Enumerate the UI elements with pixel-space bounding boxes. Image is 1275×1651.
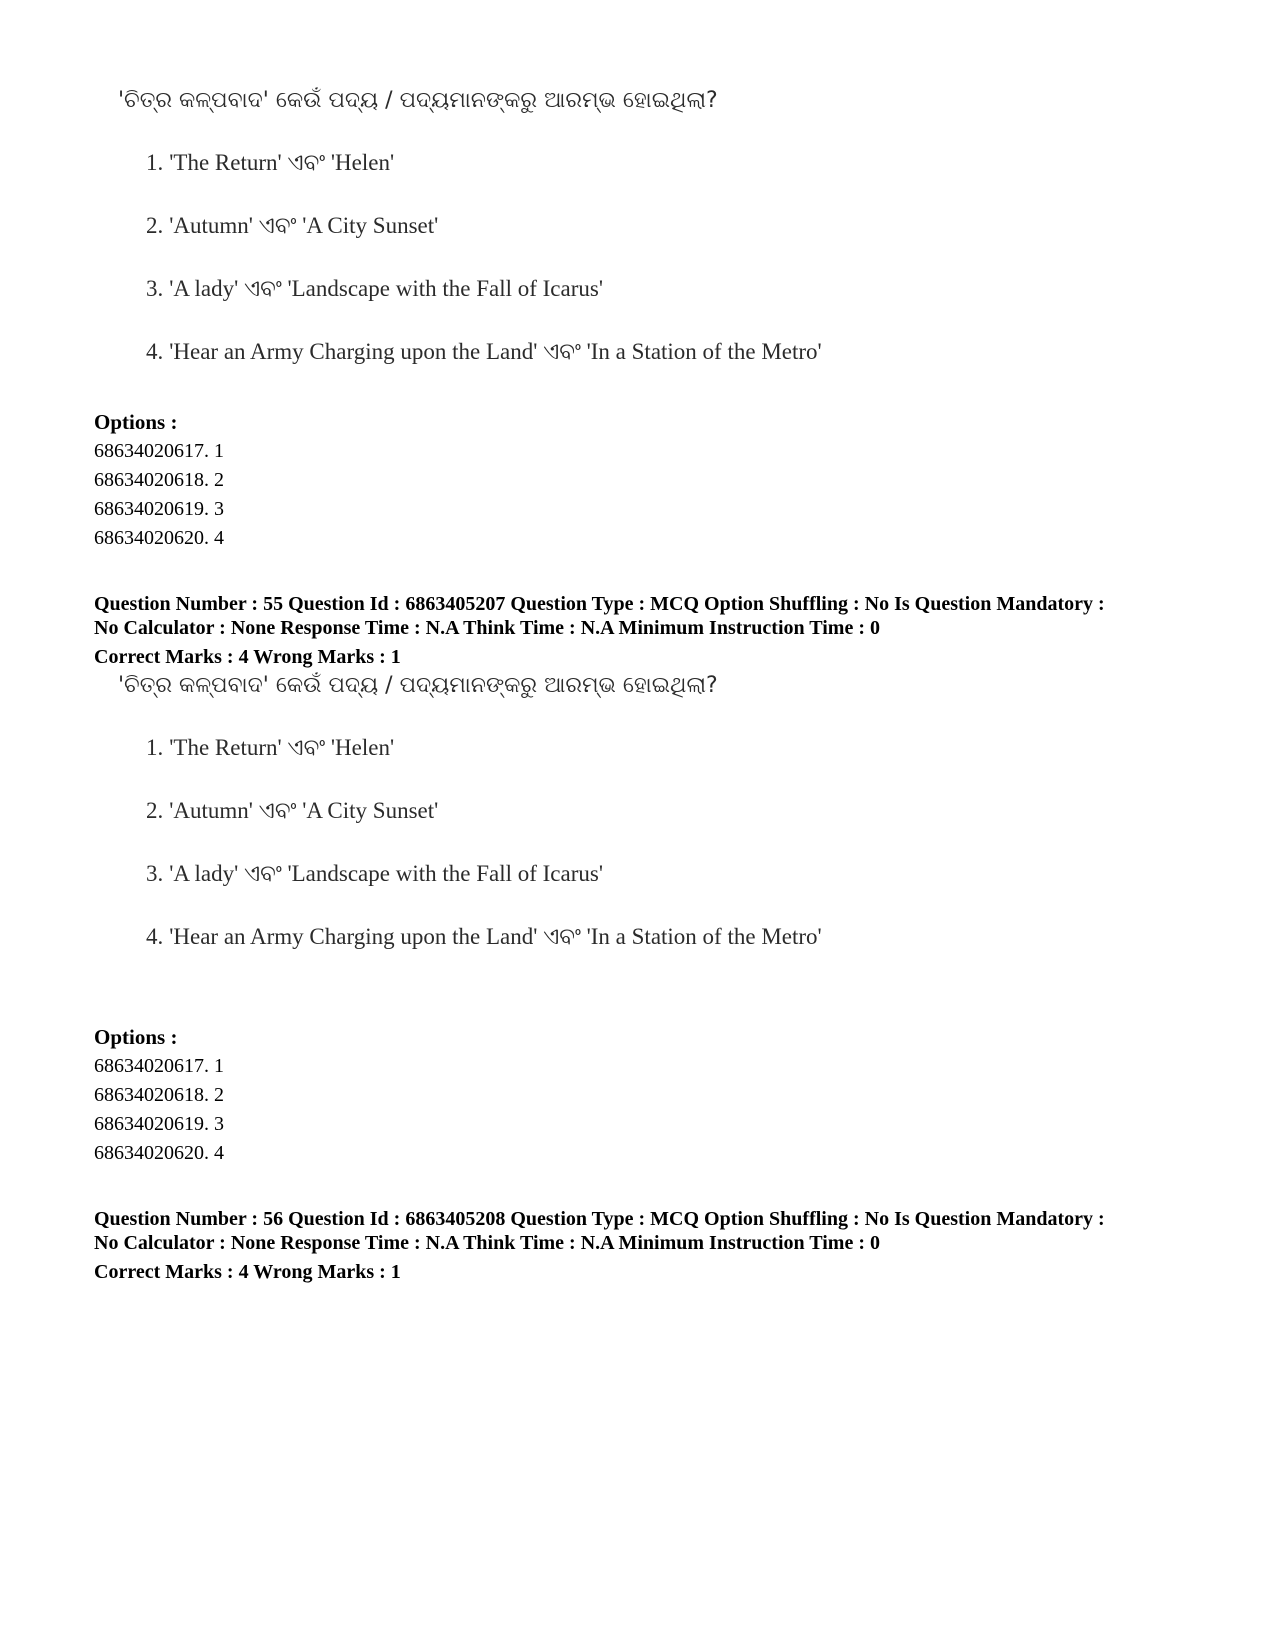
question-meta-line: No Calculator : None Response Time : N.A Think Time : N.A Minimum Instruction Time : 0 — [94, 1232, 880, 1254]
option-row: 68634020617. 1 — [94, 440, 224, 462]
question-meta-line: Question Number : 56 Question Id : 6863405208 Question Type : MCQ Option Shuffling : No Is Question Mandatory : — [94, 1208, 1105, 1230]
options-list — [94, 1052, 994, 1168]
question-marks: Correct Marks : 4 Wrong Marks : 1 — [94, 1261, 401, 1283]
option-row: 68634020617. 1 — [94, 1055, 224, 1077]
option-row: 68634020619. 3 — [94, 498, 224, 520]
choice-number: 1. — [146, 735, 164, 760]
question-image — [118, 86, 878, 400]
choice-item — [146, 922, 878, 952]
choice-list — [146, 148, 878, 367]
question-image — [118, 671, 878, 985]
choice-item — [146, 274, 878, 304]
choice-text: 'Hear an Army Charging upon the Land' ଏବଂ 'In a Station of the Metro' — [169, 924, 822, 949]
options-block — [94, 1023, 994, 1168]
question-stem: 'ଚିତ୍ର କଳ୍ପବାଦ' କେଉଁ ପଦ୍ୟ / ପଦ୍ୟମାନଙ୍କରୁ ଆରମ୍ଭ ହୋଇଥିଲା? — [118, 88, 718, 113]
options-heading: Options : — [94, 410, 178, 434]
choice-number: 4. — [146, 339, 164, 364]
choice-item — [146, 733, 878, 763]
choice-item — [146, 211, 878, 241]
choice-item — [146, 796, 878, 826]
choice-item — [146, 337, 878, 367]
option-row: 68634020618. 2 — [94, 1084, 224, 1106]
choice-text: 'A lady' ଏବଂ 'Landscape with the Fall of Icarus' — [169, 276, 603, 301]
question-meta — [94, 1207, 1214, 1284]
options-heading: Options : — [94, 1025, 178, 1049]
question-meta-line: No Calculator : None Response Time : N.A Think Time : N.A Minimum Instruction Time : 0 — [94, 617, 880, 639]
question-meta — [94, 592, 1214, 669]
choice-text: 'The Return' ଏବଂ 'Helen' — [169, 150, 395, 175]
question-meta-line: Question Number : 55 Question Id : 6863405207 Question Type : MCQ Option Shuffling : No Is Question Mandatory : — [94, 593, 1105, 615]
choice-text: 'The Return' ଏବଂ 'Helen' — [169, 735, 395, 760]
option-row: 68634020618. 2 — [94, 469, 224, 491]
choice-text: 'Autumn' ଏବଂ 'A City Sunset' — [169, 798, 439, 823]
option-row: 68634020619. 3 — [94, 1113, 224, 1135]
choice-text: 'A lady' ଏବଂ 'Landscape with the Fall of Icarus' — [169, 861, 603, 886]
options-block — [94, 408, 994, 553]
choice-number: 4. — [146, 924, 164, 949]
choice-list — [146, 733, 878, 952]
choice-number: 3. — [146, 276, 164, 301]
options-list — [94, 437, 994, 553]
option-row: 68634020620. 4 — [94, 1142, 224, 1164]
choice-text: 'Autumn' ଏବଂ 'A City Sunset' — [169, 213, 439, 238]
choice-number: 2. — [146, 798, 164, 823]
option-row: 68634020620. 4 — [94, 527, 224, 549]
choice-number: 1. — [146, 150, 164, 175]
choice-number: 2. — [146, 213, 164, 238]
question-marks: Correct Marks : 4 Wrong Marks : 1 — [94, 646, 401, 668]
choice-text: 'Hear an Army Charging upon the Land' ଏବଂ 'In a Station of the Metro' — [169, 339, 822, 364]
choice-item — [146, 148, 878, 178]
choice-item — [146, 859, 878, 889]
choice-number: 3. — [146, 861, 164, 886]
question-stem: 'ଚିତ୍ର କଳ୍ପବାଦ' କେଉଁ ପଦ୍ୟ / ପଦ୍ୟମାନଙ୍କରୁ ଆରମ୍ଭ ହୋଇଥିଲା? — [118, 673, 718, 698]
